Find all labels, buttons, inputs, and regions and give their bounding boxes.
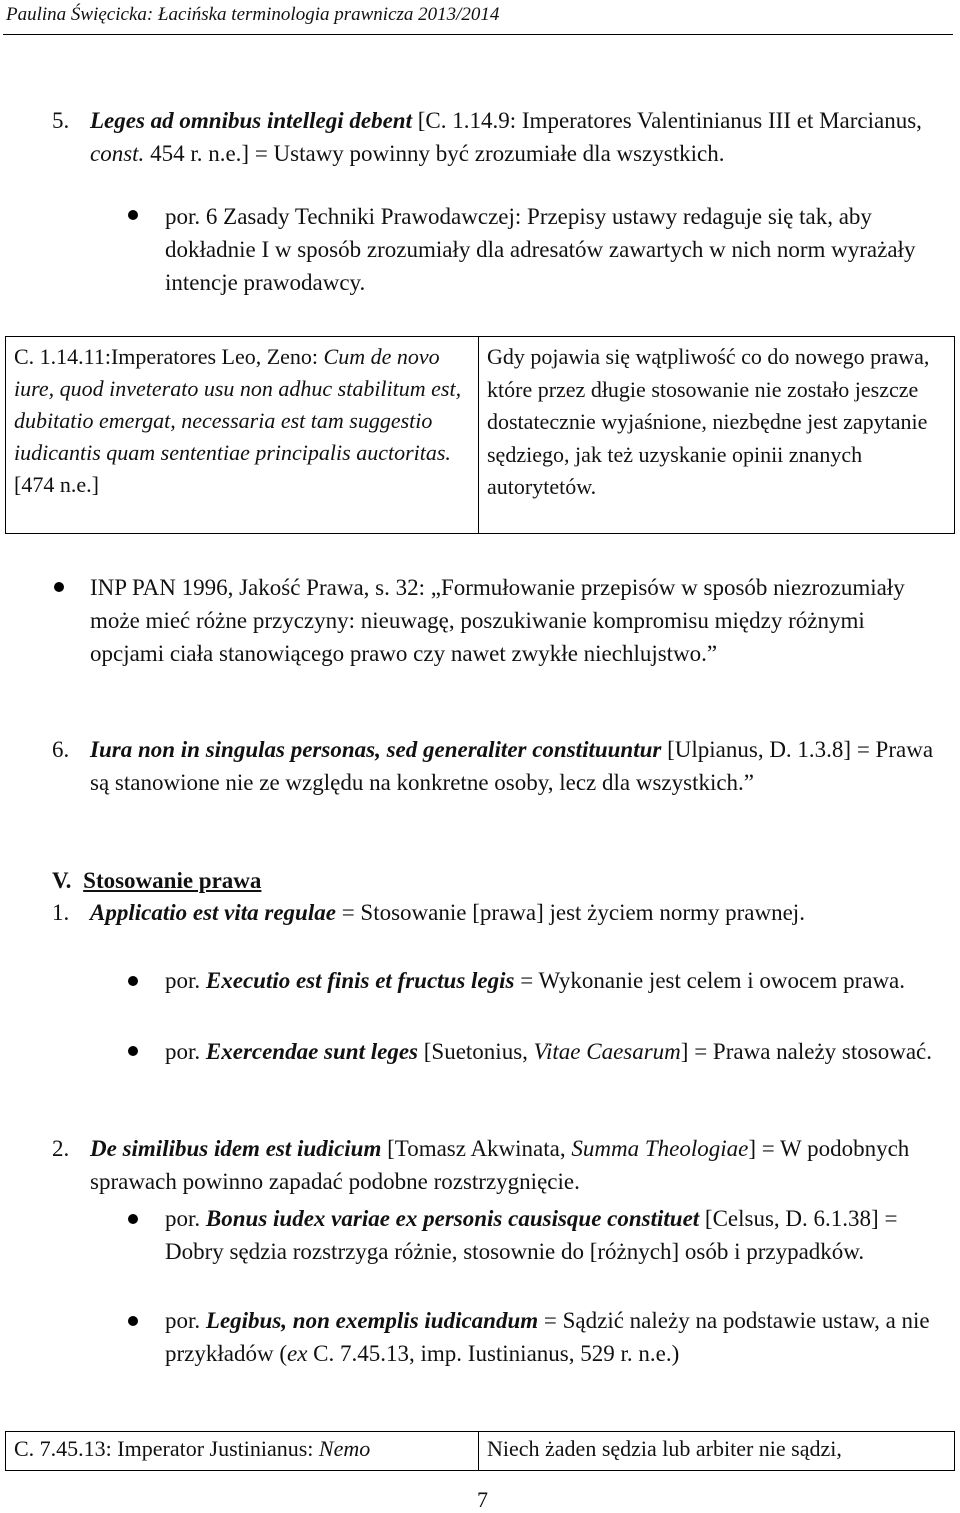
translation: = Wykonanie jest celem i owocem prawa. — [514, 968, 906, 993]
translation-cell: Niech żaden sędzia lub arbiter nie sądzi, — [478, 1431, 955, 1471]
translation: ] = Prawa należy stosować. — [680, 1039, 932, 1064]
por-label: por. — [165, 1206, 206, 1231]
page-number: 7 — [477, 1487, 488, 1512]
bullet-icon — [128, 1316, 138, 1326]
latin-maxim: Leges ad omnibus intellegi debent — [90, 108, 412, 133]
section-roman: V. — [52, 868, 72, 893]
latin-maxim: Exercendae sunt leges — [205, 1039, 418, 1064]
work-title: Summa Theologiae — [571, 1136, 749, 1161]
translation: [Celsus, D. 6.1.38] = Dobry sędzia rozstrzyga różnie, stosownie do [różnych] osób i przypadków. — [165, 1206, 898, 1264]
item-2 — [52, 1132, 942, 1198]
latin-maxim: Executio est finis et fructus legis — [205, 968, 515, 993]
latin-source-cell — [5, 336, 479, 534]
source-ref: C. 7.45.13, imp. Iustinianus, 529 r. n.e.) — [307, 1341, 680, 1366]
bullet-icon — [128, 1214, 138, 1224]
item-2-text — [90, 1132, 942, 1198]
ex-abbrev: ex — [287, 1341, 308, 1366]
por-label: por. — [165, 1308, 206, 1333]
item-number: 6. — [52, 737, 70, 762]
bullet-item — [165, 1035, 935, 1068]
bullet-icon — [54, 582, 64, 592]
translation: ] = W podobnych sprawach powinno zapadać podobne rozstrzygnięcie. — [90, 1136, 910, 1194]
running-header: Paulina Święcicka: Łacińska terminologia prawnicza 2013/2014 — [6, 4, 500, 25]
item-number: 2. — [52, 1136, 70, 1161]
item-number: 5. — [52, 108, 70, 133]
section-heading — [52, 864, 261, 897]
section-title: Stosowanie prawa — [83, 868, 262, 893]
item-number: 1. — [52, 900, 70, 925]
bullet-icon — [128, 1046, 138, 1056]
item-1 — [52, 896, 942, 929]
item-6 — [52, 733, 942, 799]
bullet-item — [165, 964, 935, 997]
latin-text: Nemo — [318, 1436, 371, 1461]
latin-maxim: Iura non in singulas personas, sed generaliter constituuntur — [90, 737, 662, 762]
translation: 454 r. n.e.] = Ustawy powinny być zrozumiałe dla wszystkich. — [144, 141, 725, 166]
item-1-text — [90, 896, 942, 929]
const-abbrev: const. — [90, 141, 145, 166]
latin-text: Cum de novo iure, quod inveterato usu non adhuc stabilitum est, dubitatio emergat, necessaria est tam suggestio iudicantis quam sententiae principalis auctoritas. — [14, 344, 462, 465]
source-ref: [Tomasz Akwinata, — [381, 1136, 572, 1161]
header-rule — [3, 34, 953, 35]
latin-maxim: Bonus iudex variae ex personis causisque constituet — [205, 1206, 700, 1231]
item-5 — [52, 104, 942, 170]
translation-cell: Gdy pojawia się wątpliwość co do nowego prawa, które przez długie stosowanie nie zostało jeszcze dostatecznie wyjaśnione, niezbędne jest zapytanie sędziego, jak też uzyskanie opinii znanych autorytetów. — [478, 336, 955, 534]
source-ref: C. 7.45.13: Imperator Justinianus: — [14, 1436, 319, 1461]
source-ref: [C. 1.14.9: Imperatores Valentinianus III et Marcianus, — [412, 108, 922, 133]
date-ref: [474 n.e.] — [14, 472, 99, 497]
bullet-item: por. 6 Zasady Techniki Prawodawczej: Przepisy ustawy redaguje się tak, aby dokładnie I w sposób zrozumiały dla adresatów zawartych w nich norm wyrażały intencje prawodawcy. — [165, 204, 916, 295]
latin-maxim: Legibus, non exemplis iudicandum — [205, 1308, 539, 1333]
latin-maxim: Applicatio est vita regulae — [90, 900, 336, 925]
bullet-item — [165, 1304, 945, 1370]
latin-source-cell — [5, 1431, 479, 1471]
latin-maxim: De similibus idem est iudicium — [90, 1136, 382, 1161]
translation: = Sądzić należy na podstawie ustaw, a nie przykładów ( — [165, 1308, 930, 1366]
source-ref: [Suetonius, — [418, 1039, 534, 1064]
item-6-text — [90, 733, 942, 799]
translation: [Ulpianus, D. 1.3.8] = Prawa są stanowione nie ze względu na konkretne osoby, lecz dla wszystkich.” — [90, 737, 934, 795]
bullet-item — [165, 1202, 945, 1268]
bullet-icon — [128, 976, 138, 986]
bullet-icon — [128, 210, 138, 220]
work-title: Vitae Caesarum — [533, 1039, 681, 1064]
source-ref: C. 1.14.11:Imperatores Leo, Zeno: — [14, 344, 324, 369]
por-label: por. — [165, 1039, 206, 1064]
por-label: por. — [165, 968, 206, 993]
item-5-text — [90, 104, 942, 170]
translation: = Stosowanie [prawa] jest życiem normy prawnej. — [335, 900, 805, 925]
inp-quote: INP PAN 1996, Jakość Prawa, s. 32: „Formułowanie przepisów w sposób niezrozumiały może mieć różne przyczyny: nieuwagę, poszukiwanie kompromisu między różnymi opcjami ciała stanowiącego prawo czy nawet zwykłe niechlujstwo.” — [90, 575, 905, 666]
